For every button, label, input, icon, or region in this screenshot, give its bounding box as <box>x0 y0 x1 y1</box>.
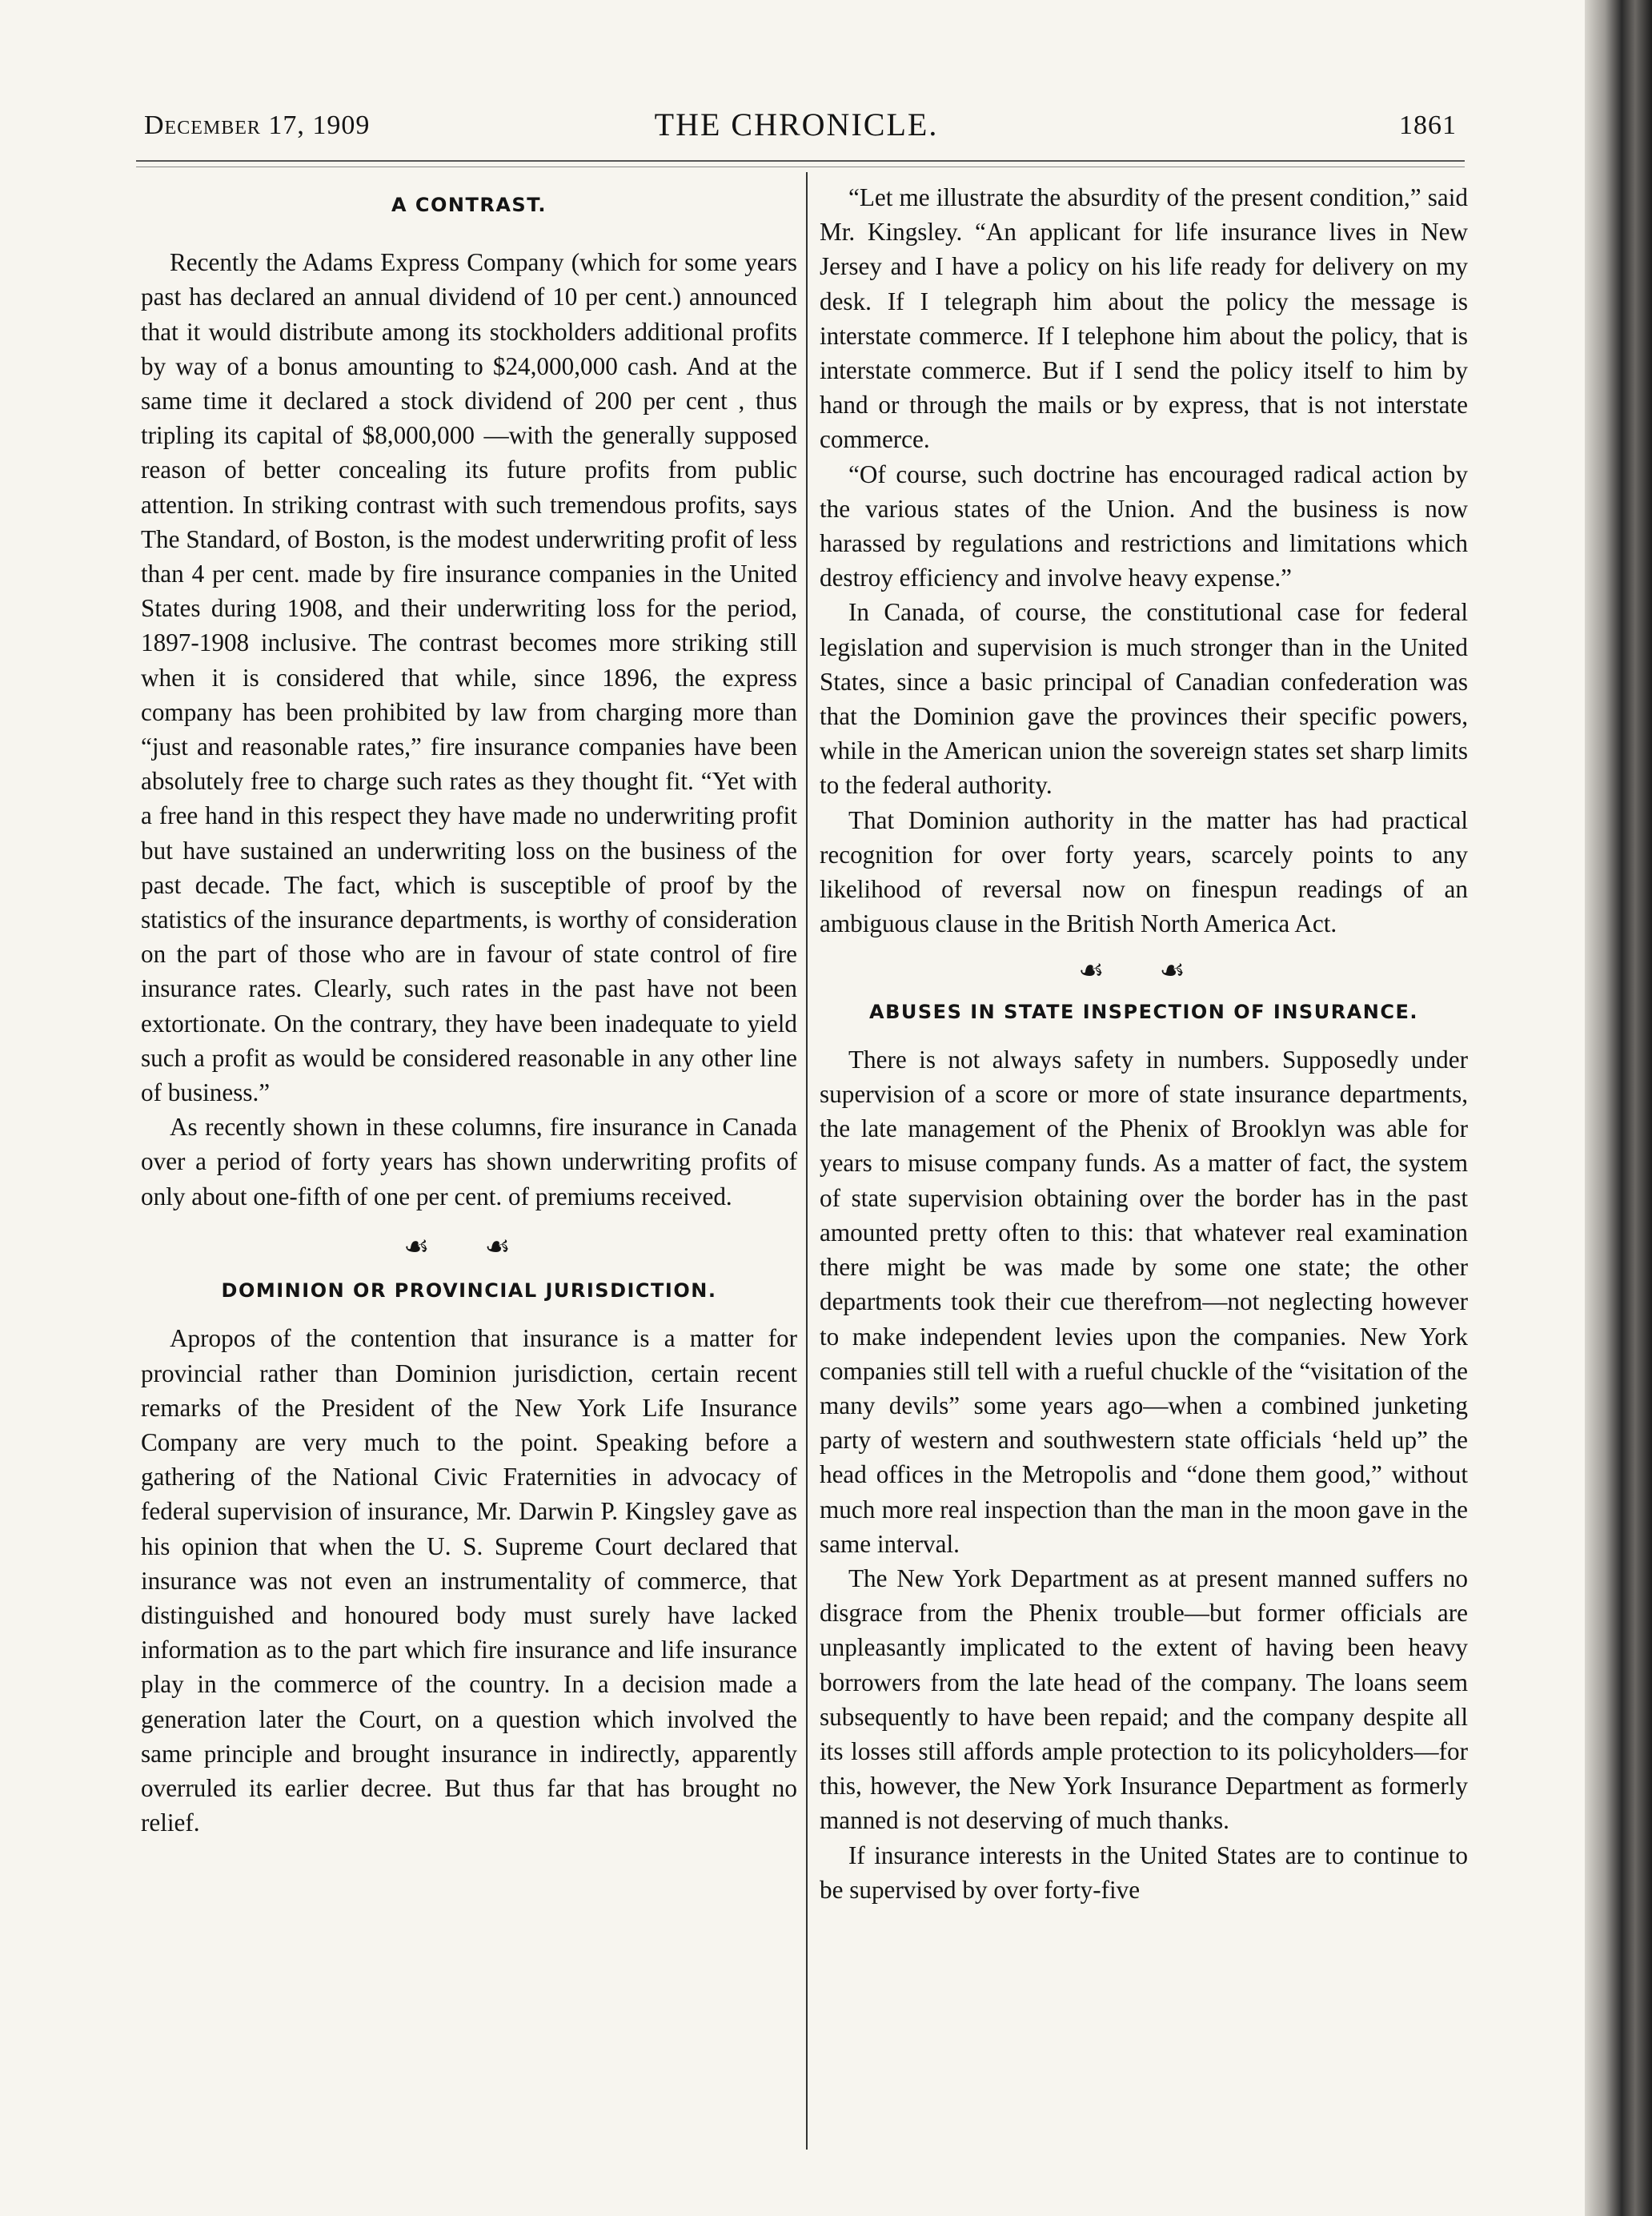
right-column <box>820 180 1468 1907</box>
masthead-title: THE CHRONICLE. <box>654 106 939 143</box>
article-paragraph: Recently the Adams Express Company (which for some years past has declared an annual dividend of 10 per cent.) announced that it would distribute among its stockholders additional profits by way of a bonus amounting to $24,000,000 cash. And at the same time it declared a stock dividend of 200 per cent , thus tripling its capital of $8,000,000 —with the generally supposed reason of better concealing its future profits from public attention. In striking contrast with such tremendous profits, says The Standard, of Boston, is the modest underwriting profit of less than 4 per cent. made by fire insurance companies in the United States during 1908, and their underwriting loss for the period, 1897-1908 inclusive. The contrast becomes more striking still when it is considered that while, since 1896, the express company has been prohibited by law from charging more than “just and reasonable rates,” fire insurance companies have been absolutely free to charge such rates as they thought fit. “Yet with a free hand in this respect they have made no underwriting profit but have sustained an underwriting loss on the business of the past decade. The fact, which is susceptible of proof by the statistics of the insurance departments, is worthy of consideration on the part of those who are in favour of state control of fire insurance rates. Clearly, such rates in the past have not been extortionate. On the contrary, they have been inadequate to yield such a profit as would be considered reasonable in any other line of business.” <box>141 248 797 1107</box>
header-rule <box>136 160 1465 162</box>
page-binding-edge <box>1585 0 1652 2216</box>
article-paragraph: If insurance interests in the United States are to continue to be supervised by over forty-five <box>820 1841 1468 1904</box>
fleuron-ornament: ☙ ☙ <box>1078 954 1209 987</box>
column-divider <box>806 172 808 2150</box>
article-paragraph: In Canada, of course, the constitutional case for federal legislation and supervision is much stronger than in the United States, since a basic principal of Canadian confederation was that the Dominion gave the provinces their specific powers, while in the American union the sovereign states set sharp limits to the federal authority. <box>820 598 1468 800</box>
left-column <box>141 180 797 1840</box>
page-number: 1861 <box>1399 110 1457 140</box>
headline-a-contrast: A CONTRAST. <box>391 194 547 216</box>
article-paragraph: There is not always safety in numbers. Supposedly under supervision of a score or more of state insurance departments, the late management of the Phenix of Brooklyn was able for years to misuse company funds. As a matter of fact, the system of state supervision obtaining over the border has in the past amounted pretty often to this: that whatever real examination there might be was made by some one state; the other departments took their cue therefrom—not neglecting however to make independent levies upon the companies. New York companies still tell with a rueful chuckle of the “visitation of the many devils” some years ago—when a combined junketing party of western and southwestern state officials ‘held up” the head offices in the Metropolis and “done them good,” without much more real inspection than the man in the moon gave in the same interval. <box>820 1045 1468 1558</box>
article-paragraph: The New York Department as at present manned suffers no disgrace from the Phenix trouble—but former officials are unpleasantly implicated to the extent of having been heavy borrowers from the late head of the company. The loans seem subsequently to have been repaid; and the company despite all its losses still affords ample protection to its policyholders—for this, however, the New York Insurance Department as formerly manned is not deserving of much thanks. <box>820 1564 1468 1835</box>
article-paragraph: As recently shown in these columns, fire insurance in Canada over a period of forty years has shown underwriting profits of only about one-fifth of one per cent. of premiums received. <box>141 1113 797 1210</box>
article-paragraph: “Let me illustrate the absurdity of the present condition,” said Mr. Kingsley. “An applicant for life insurance lives in New Jersey and I have a policy on his life ready for delivery on my desk. If I telegraph him about the policy the message is interstate commerce. If I telephone him about the policy, that is interstate commerce. But if I send the policy itself to him by hand or through the mails or by express, that is not interstate commerce. <box>820 183 1468 454</box>
article-paragraph: “Of course, such doctrine has encouraged radical action by the various states of the Union. And the business is now harassed by regulations and restrictions and limitations which destroy efficiency and involve heavy expense.” <box>820 460 1468 592</box>
headline-dominion-jurisdiction: DOMINION OR PROVINCIAL JURISDICTION. <box>221 1279 717 1303</box>
issue-date: December 17, 1909 <box>144 110 371 140</box>
article-paragraph: That Dominion authority in the matter has had practical recognition for over forty years, scarcely points to any likelihood of reversal now on finespun readings of an ambiguous clause in the British North America Act. <box>820 805 1468 938</box>
article-paragraph: Apropos of the contention that insurance is a matter for provincial rather than Dominion jurisdiction, certain recent remarks of the President of the New York Life Insurance Company are very much to the point. Speaking before a gathering of the National Civic Fraternities in advocacy of federal supervision of insurance, Mr. Darwin P. Kingsley gave as his opinion that when the U. S. Supreme Court declared that insurance was not even an instrumentality of commerce, that distinguished and honoured body must surely have lacked information as to the part which fire insurance and life insurance play in the commerce of the country. In a decision made a generation later the Court, on a question which involved the same principle and brought insurance in indirectly, apparently overruled its earlier decree. But thus far that has brought no relief. <box>141 1324 797 1837</box>
fleuron-ornament: ☙ ☙ <box>403 1230 535 1263</box>
page-header <box>136 106 1457 154</box>
headline-abuses-inspection: ABUSES IN STATE INSPECTION OF INSURANCE. <box>869 1000 1418 1023</box>
